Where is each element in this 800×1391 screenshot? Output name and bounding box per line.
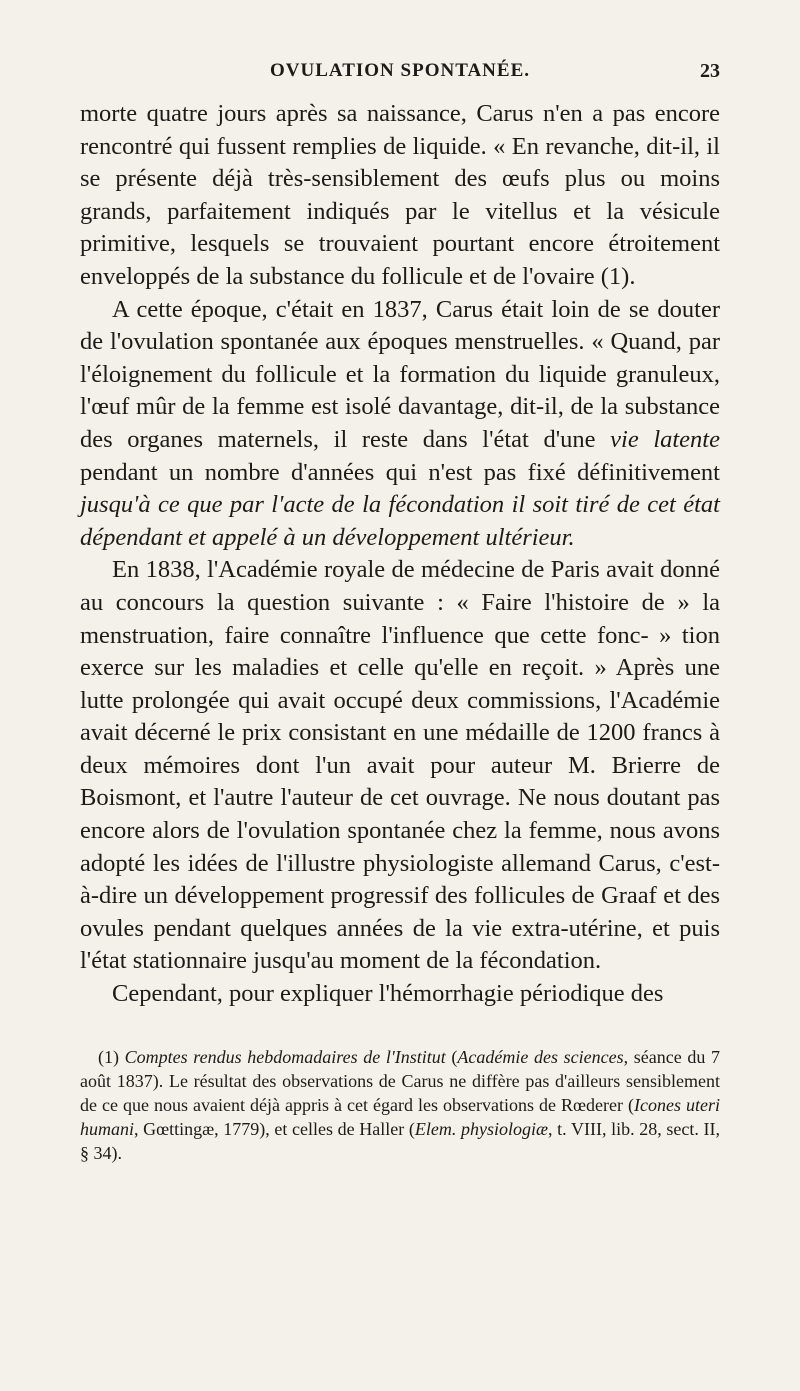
- paragraph-1: [80, 98, 720, 294]
- text-segment: (: [445, 1047, 458, 1067]
- paragraph-4: [80, 978, 720, 1011]
- text-segment: , Gœttingæ, 1779), et celles de Haller (: [134, 1119, 415, 1139]
- footnote-1: [80, 1045, 720, 1165]
- running-title: OVULATION SPONTANÉE.: [270, 60, 530, 81]
- text-segment: A cette époque, c'était en 1837, Carus était loin de se douter de l'ovulation spontanée aux époques menstruelles. « Quand, par l'éloignement du follicule et la formation du liquide granuleux, l'œuf mûr de la femme est isolé davantage, dit-il, de la substance des organes maternels, il reste dans l'état d'une: [80, 295, 720, 453]
- page-number: 23: [700, 60, 720, 82]
- italic-segment: Comptes rendus hebdomadaires de l'Institut: [124, 1047, 446, 1067]
- text-segment: morte quatre jours après sa naissance, Carus n'en a pas encore rencontré qui fussent remplies de liquide. « En revanche, dit-il, il se présente déjà très-sensiblement des œufs plus ou moins grands, parfaitement indiqués par le vitellus et la vésicule primitive, lesquels se trouvaient pourtant encore étroitement enveloppés de la substance du follicule et de l'ovaire (1).: [80, 100, 720, 290]
- text-segment: pendant un nombre d'années qui n'est pas fixé définitivement: [80, 458, 720, 486]
- paragraph-2: [80, 294, 720, 555]
- italic-segment: vie latente: [610, 425, 720, 453]
- italic-segment: Icones uteri humani: [80, 1095, 720, 1139]
- italic-segment: Elem. physiologiæ: [414, 1119, 549, 1139]
- italic-segment: jusqu'à ce que par l'acte de la fécondation il soit tiré de cet état dépendant et appelé à un développement ultérieur.: [80, 491, 720, 551]
- text-segment: (1): [98, 1047, 125, 1067]
- italic-segment: Académie des sciences: [457, 1047, 624, 1067]
- page-header: [80, 60, 720, 88]
- body-text: [80, 98, 720, 1011]
- paragraph-3: [80, 554, 720, 978]
- text-segment: , séance du 7 août 1837). Le résultat des observations de Carus ne diffère pas d'ailleurs sensiblement de ce que nous avaient déjà appris à cet égard les observations de Rœderer (: [80, 1047, 720, 1115]
- footnotes: [80, 1045, 720, 1165]
- text-segment: En 1838, l'Académie royale de médecine de Paris avait donné au concours la question suivante : « Faire l'histoire de » la menstruation, faire connaître l'influence que cette fonc- » tion exerce sur les maladies et celle qu'elle en reçoit. » Après une lutte prolongée qui avait occupé deux commissions, l'Académie avait décerné le prix consistant en une médaille de 1200 francs à deux mémoires dont l'un avait pour auteur M. Brierre de Boismont, et l'autre l'auteur de cet ouvrage. Ne nous doutant pas encore alors de l'ovulation spontanée chez la femme, nous avons adopté les idées de l'illustre physiologiste allemand Carus, c'est-à-dire un développement progressif des follicules de Graaf et des ovules pendant quelques années de la vie extra-utérine, et puis l'état stationnaire jusqu'au moment de la fécondation.: [80, 556, 720, 975]
- text-segment: Cependant, pour expliquer l'hémorrhagie périodique des: [112, 980, 664, 1008]
- text-segment: , t. VIII, lib. 28, sect. II, § 34).: [80, 1119, 720, 1163]
